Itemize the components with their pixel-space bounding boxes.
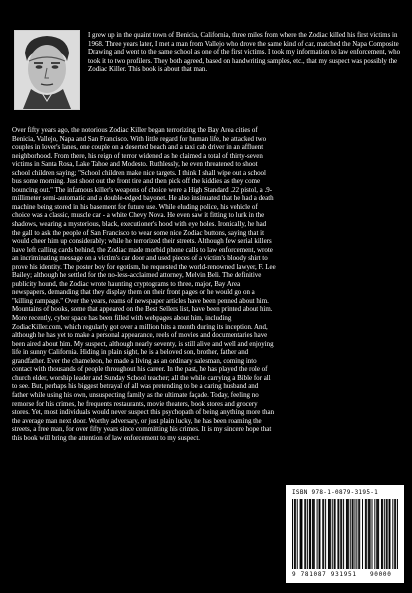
barcode-bar	[389, 499, 390, 569]
price-code: 90000	[370, 571, 392, 578]
suspect-portrait-drawing	[14, 30, 80, 110]
barcode-bar	[343, 499, 344, 569]
barcode-bar	[353, 499, 354, 569]
barcode-bar	[322, 499, 323, 569]
barcode-bar	[325, 499, 326, 569]
barcode-bar	[295, 499, 296, 569]
barcode-bar	[370, 499, 371, 569]
barcode-bar	[368, 499, 369, 569]
barcode-bar	[376, 499, 377, 569]
barcode-bar	[347, 499, 348, 569]
barcode-bar	[294, 499, 295, 569]
barcode-bar	[329, 499, 330, 569]
ean-number: 9 781087 931951	[292, 571, 357, 578]
barcode-bar	[319, 499, 320, 569]
barcode-bar	[305, 499, 306, 569]
barcode-bar	[319, 499, 320, 569]
barcode-bar	[312, 499, 313, 569]
barcode-bar	[300, 499, 301, 569]
barcode-bar	[374, 499, 375, 569]
barcode-bar	[362, 499, 363, 569]
barcode-bar	[309, 499, 310, 569]
barcode-bar	[359, 499, 360, 569]
barcode-bar	[332, 499, 333, 569]
isbn-barcode-block	[286, 485, 404, 583]
barcode-bar	[297, 499, 298, 569]
synopsis-paragraph	[12, 126, 404, 500]
barcode-bar	[372, 499, 373, 569]
barcode-wrap-spacer	[276, 392, 404, 500]
barcode-bar	[386, 499, 387, 569]
barcode-bar	[350, 499, 351, 569]
barcode-bar	[377, 499, 378, 569]
barcode-bar	[365, 499, 366, 569]
barcode-bar	[348, 499, 349, 569]
barcode-bar	[301, 499, 302, 569]
barcode-bar	[337, 499, 338, 569]
barcode-bar	[366, 499, 367, 569]
barcode-bar	[354, 499, 355, 569]
barcode-bar	[292, 499, 293, 569]
intro-paragraph: I grew up in the quaint town of Benicia, California, three miles from where the Zodiac killed his first victims in 1968. Three years later, I met a man from Vallejo who drove the same kind of car, matched the Napa Composite Drawing and went to the same school as one of the first victims. I took my information to law enforcement, who took it to two profilers. They both agreed, based on handwriting samples, etc., that my suspect was possibly the Zodiac Killer. This book is about that man.	[88, 31, 401, 74]
barcode-bar	[304, 499, 305, 569]
barcode-bar	[378, 499, 379, 569]
barcode-bar	[397, 499, 398, 569]
isbn-label: ISBN 978-1-0879-3195-1	[292, 489, 379, 496]
barcode-bar	[352, 499, 353, 569]
barcode-bar	[301, 499, 302, 569]
barcode-bar	[328, 499, 329, 569]
synopsis-text: Over fifty years ago, the notorious Zodiac Killer began terrorizing the Bay Area cities of Benicia, Vallejo, Napa and San Francisco. With little regard for human life, he attacked two couples in lover's lanes, one couple on a deserted beach and a taxi cab driver in an affluent neighborhood. From there, his reign of terror widened as he claimed a total of thirty-seven victims in Santa Rosa, Lake Tahoe and Modesto. Ruthlessly, he even threatened to shoot school children saying; "School children make nice targets. I think I shall wipe out a school bus some morning. Just shoot out the front tire and then pick off the kiddies as they come bouncing out." The infamous killer's weapons of choice were a High Standard .22 pistol, a .9-millimeter semi-automatic and a double-edged bayonet. He also insinuated that he had a death machine being stored in his basement for future use. While eluding police, his vehicle of choice was a classic, muscle car - a white Chevy Nova. He even saw it fitting to lurk in the shadows, wearing a mysterious, black, executioner's hood with eye holes. Ironically, he had the gall to ask the people of San Francisco to wear some nice Zodiac buttons, saying that it would cheer him up considerably; while he terrorized their streets. Although few serial killers have left calling cards behind, the Zodiac made morbid phone calls to law enforcement, wrote an incriminating message on a victim's car door and used pieces of a victim's bloody shirt to prove his identity. The poster boy for egotism, he requested the world-renowned lawyer, F. Lee Bailey; although he settled for the no-less-acclaimed attorney, Melvin Beli. The definitive publicity hound, the Zodiac wrote haunting cryptograms to three, major, Bay Area newspapers, demanding that they display them on their front pages or he would go on a "killing rampage." Over the years, reams of newspaper articles have been penned about him. Mountains of books, some that appeared on the Best Sellers list, have been printed about him. More recently, cyber space has been filled with webpages about him, including ZodiacKiller.com, which regularly got over a million hits a month during its inception. And, although he has yet to make a personal appearance, reels of movies and documentaries have been aired about him. My suspect, although nearly seventy, is still alive and well and enjoying life in sunny California. Hiding in plain sight, he is a beloved son, brother, father and grandfather. Ever the chameleon, he made a living as an ordinary salesman, coming into contact with thousands of people throughout his career. In the past, he has played the role of church elder, worship leader and Sunday School teacher; all the while carrying a Bible for all to see. But, perhaps his biggest betrayal of all was pretending to be a caring husband and father while using his own, unsuspecting family as the ultimate façade. Today, feeling no remorse for his crimes, he frequents restaurants, movie theaters, book stores and grocery stores. Yet, most individuals would never suspect this psychopath of being anything more than the average man next door. Worthy adversary, or just plain lucky, he has been roaming the streets, a free man, for over fifty years since committing his crimes. It is my sincere hope that this book will bring the attention of law enforcement to my suspect.	[12, 126, 276, 442]
barcode-bars	[292, 499, 398, 569]
barcode-bar	[317, 499, 318, 569]
barcode-bar	[335, 499, 336, 569]
barcode-bar	[382, 499, 383, 569]
barcode-bar	[392, 499, 393, 569]
barcode-bar	[323, 499, 324, 569]
barcode-bar	[358, 499, 359, 569]
barcode-bar	[381, 499, 382, 569]
barcode-bar	[313, 499, 314, 569]
barcode-bar	[338, 499, 339, 569]
barcode-bar	[384, 499, 385, 569]
barcode-bar	[356, 499, 357, 569]
barcode-bar	[314, 499, 315, 569]
barcode-bar	[387, 499, 388, 569]
barcode-bar	[346, 499, 347, 569]
barcode-bar	[330, 499, 331, 569]
barcode-bar	[334, 499, 335, 569]
barcode-bar	[394, 499, 395, 569]
barcode-bar	[369, 499, 370, 569]
barcode-bar	[395, 499, 396, 569]
barcode-bar	[307, 499, 308, 569]
barcode-bar	[310, 499, 311, 569]
barcode-bar	[341, 499, 342, 569]
barcode-bar	[389, 499, 390, 569]
barcode-bar	[340, 499, 341, 569]
